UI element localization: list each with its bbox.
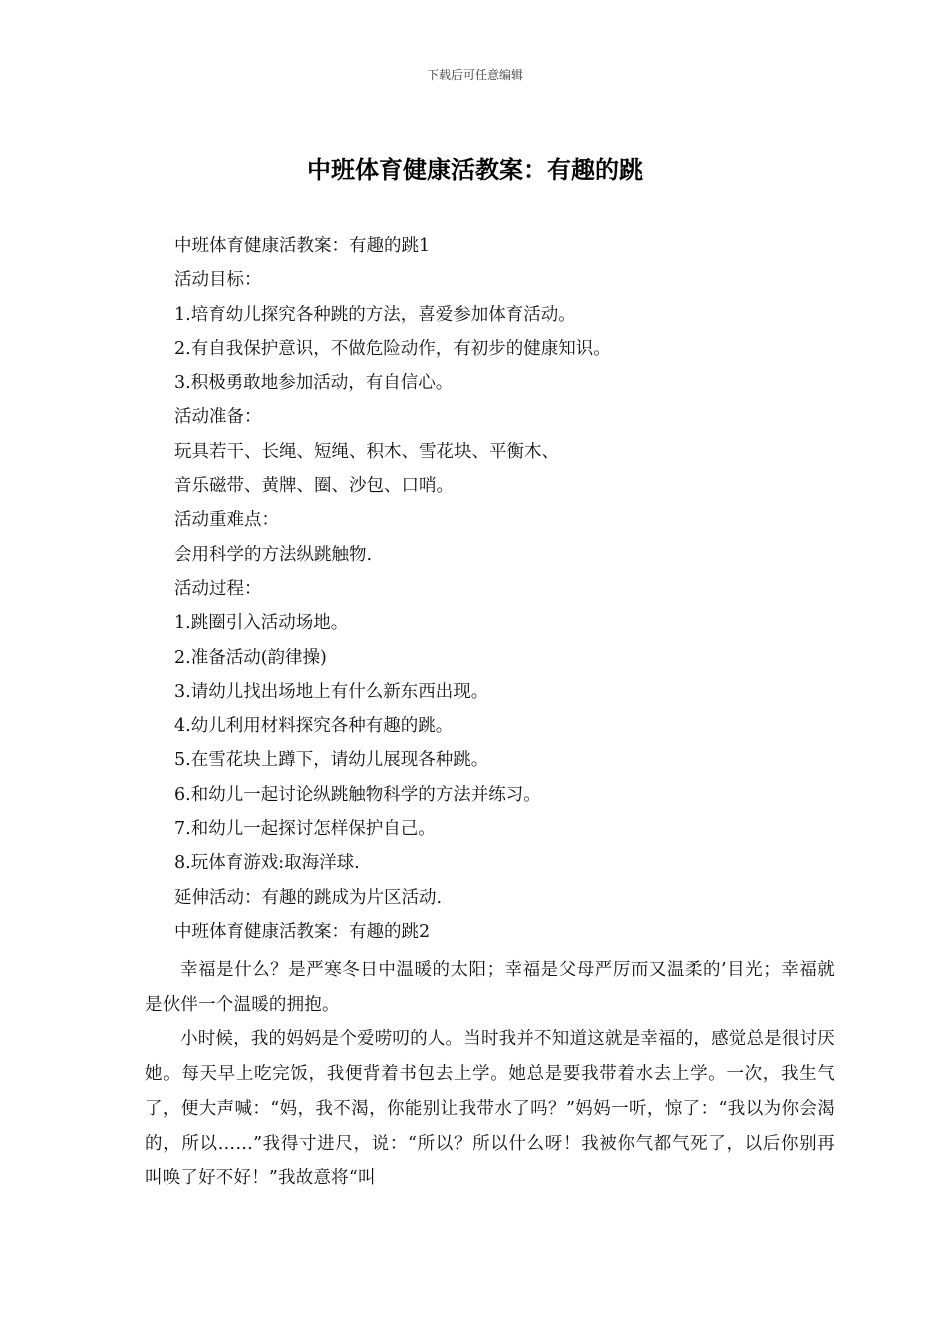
process-step-1: 1.跳圈引入活动场地。 bbox=[174, 613, 349, 634]
goals-heading: 活动目标： bbox=[174, 270, 262, 291]
preparation-heading: 活动准备： bbox=[174, 407, 262, 428]
key-points-heading: 活动重难点： bbox=[174, 510, 279, 531]
preparation-line-2: 音乐磁带、黄牌、圈、沙包、口哨。 bbox=[174, 476, 454, 497]
extension-activity: 延伸活动：有趣的跳成为片区活动. bbox=[174, 887, 443, 908]
lesson-plan-lines bbox=[174, 231, 854, 951]
preparation-line-1: 玩具若干、长绳、短绳、积木、雪花块、平衡木、 bbox=[174, 441, 559, 462]
process-step-5: 5.在雪花块上蹲下，请幼儿展现各种跳。 bbox=[174, 750, 489, 771]
essay-body bbox=[145, 953, 835, 1196]
goal-item-3: 3.积极勇敢地参加活动，有自信心。 bbox=[174, 373, 454, 394]
process-step-8: 8.玩体育游戏:取海洋球. bbox=[174, 853, 360, 874]
goal-item-1: 1.培育幼儿探究各种跳的方法，喜爱参加体育活动。 bbox=[174, 304, 576, 325]
process-step-4: 4.幼儿利用材料探究各种有趣的跳。 bbox=[174, 716, 454, 737]
section-heading-1: 中班体育健康活教案：有趣的跳1 bbox=[174, 236, 431, 256]
section-heading-2: 中班体育健康活教案：有趣的跳2 bbox=[174, 921, 431, 942]
process-step-6: 6.和幼儿一起讨论纵跳触物科学的方法并练习。 bbox=[174, 784, 541, 805]
paragraph-2: 小时候，我的妈妈是个爱唠叨的人。当时我并不知道这就是幸福的，感觉总是很讨厌她。每天早上吃完饭，我便背着书包去上学。她总是要我带着水去上学。一次，我生气了，便大声喊：“妈，我不渴，你能别让我带水了吗？”妈妈一听，惊了：“我以为你会渴的，所以……”我得寸进尺，说：“所以？所以什么呀！我被你气都气死了，以后你别再叫唤了好不好！”我故意将“叫 bbox=[145, 1029, 835, 1189]
process-heading: 活动过程： bbox=[174, 578, 262, 599]
header-note: 下载后可任意编辑 bbox=[426, 68, 523, 82]
process-step-7: 7.和幼儿一起探讨怎样保护自己。 bbox=[174, 819, 436, 840]
paragraph-1: 幸福是什么？是严寒冬日中温暖的太阳；幸福是父母严厉而又温柔的’目光；幸福就是伙伴一个温暖的拥抱。 bbox=[145, 960, 835, 1015]
key-points-text: 会用科学的方法纵跳触物. bbox=[174, 544, 373, 565]
process-step-3: 3.请幼儿找出场地上有什么新东西出现。 bbox=[174, 681, 489, 702]
process-step-2: 2.准备活动(韵律操) bbox=[174, 647, 327, 668]
document-title: 中班体育健康活教案：有趣的跳 bbox=[307, 156, 643, 184]
goal-item-2: 2.有自我保护意识，不做危险动作，有初步的健康知识。 bbox=[174, 338, 611, 359]
